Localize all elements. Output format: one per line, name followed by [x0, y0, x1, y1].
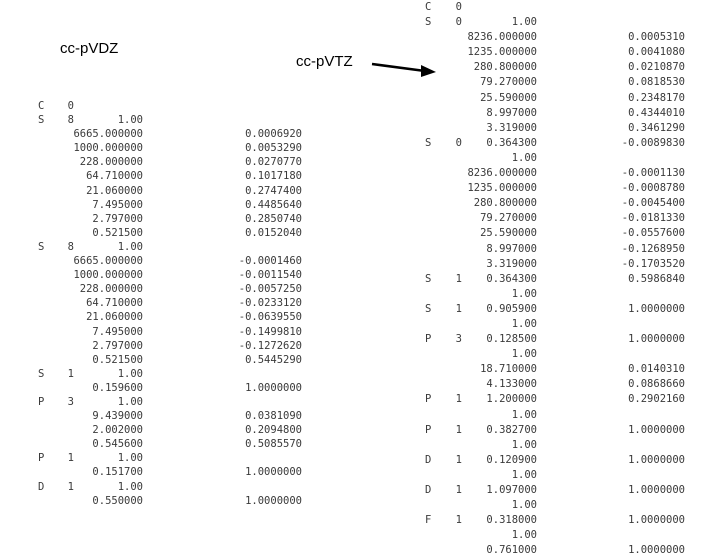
right-col-type-cell: S — [425, 272, 432, 285]
left-col-coefficient-cell: 0.0006920 — [245, 128, 302, 141]
right-col-coefficient-cell: 0.5986840 — [628, 272, 685, 285]
right-col-exponent-cell: 1235.000000 — [467, 46, 537, 59]
left-col-exponent-cell: 0.521500 — [92, 353, 143, 366]
right-col-exponent-cell: 25.590000 — [480, 227, 537, 240]
right-col-exponent-cell: 280.800000 — [473, 61, 537, 74]
left-col-exponent-cell: 2.797000 — [92, 339, 143, 352]
right-col-coefficient-cell: -0.1268950 — [621, 242, 685, 255]
left-col-exponent-cell: 64.710000 — [86, 297, 143, 310]
right-col-type-cell: P — [425, 423, 432, 436]
left-col-coefficient-cell — [222, 395, 302, 409]
right-col-coefficient-cell: -0.0181330 — [621, 212, 685, 225]
right-col-exponent-cell — [445, 0, 537, 15]
left-col-exponent — [50, 99, 143, 508]
left-col-count-cell: 8 — [67, 240, 74, 253]
right-col-exponent-cell: 0.905900 — [486, 302, 537, 315]
right-col-coefficient-cell — [607, 151, 685, 166]
left-col-exponent-cell: 1.00 — [117, 452, 143, 465]
left-col-exponent-cell: 7.495000 — [92, 198, 143, 211]
right-col-exponent-cell: 1.00 — [511, 317, 537, 330]
right-col-type-cell — [425, 211, 439, 226]
right-col-type-cell — [425, 60, 439, 75]
left-col-exponent-cell: 6665.000000 — [73, 128, 143, 141]
right-col-coefficient-cell: -0.1703520 — [621, 257, 685, 270]
right-col-count-cell: 0 — [455, 136, 462, 149]
right-col-type-cell — [425, 45, 439, 60]
left-col-coefficient-cell — [222, 99, 302, 113]
left-col-type-cell: P — [38, 452, 45, 465]
cc-pvdz-label: cc-pVDZ — [60, 40, 119, 57]
left-col-coefficient-cell: 0.5445290 — [245, 353, 302, 366]
right-col-exponent-cell: 1.00 — [511, 408, 537, 421]
left-col-coefficient-cell: 0.2850740 — [245, 212, 302, 225]
left-col-coefficient-cell: -0.0639550 — [238, 311, 302, 324]
right-col-coefficient-cell: 1.0000000 — [628, 544, 685, 557]
left-col-coefficient-cell — [222, 113, 302, 127]
right-col-exponent-cell: 3.319000 — [486, 121, 537, 134]
right-col-exponent-cell: 1.00 — [511, 468, 537, 481]
right-col-type-cell — [425, 106, 439, 121]
left-col-exponent-cell: 2.002000 — [92, 424, 143, 437]
right-col-coefficient-cell: 0.4344010 — [628, 106, 685, 119]
right-col-exponent-cell: 1.00 — [511, 529, 537, 542]
right-col-type-cell — [425, 166, 439, 181]
right-col-type-cell: S — [425, 136, 432, 149]
right-col-coefficient-cell: 1.0000000 — [628, 333, 685, 346]
left-col-count-cell: 1 — [67, 367, 74, 380]
right-col-type-cell — [425, 528, 439, 543]
left-col-coefficient-cell: -0.0011540 — [238, 269, 302, 282]
right-col-coefficient-cell: 0.3461290 — [628, 121, 685, 134]
right-col-coefficient-cell: 0.0140310 — [628, 363, 685, 376]
left-col-coefficient-cell: 0.5085570 — [245, 438, 302, 451]
left-col-exponent-cell: 1.00 — [117, 240, 143, 253]
right-col-coefficient-cell: 0.0041080 — [628, 46, 685, 59]
left-col-coefficient-cell: -0.1272620 — [238, 339, 302, 352]
left-col-exponent-cell: 0.545600 — [92, 438, 143, 451]
right-col-type-cell — [425, 438, 439, 453]
right-col-exponent-cell: 0.382700 — [486, 423, 537, 436]
left-col-exponent-cell: 228.000000 — [79, 283, 143, 296]
left-col-type-cell: D — [38, 480, 45, 493]
right-col-type-cell — [425, 498, 439, 513]
right-col-exponent-cell: 0.364300 — [486, 272, 537, 285]
right-col-type-cell — [425, 151, 439, 166]
right-col-coefficient-cell — [607, 498, 685, 513]
right-col-type-cell — [425, 181, 439, 196]
right-col-type-cell: P — [425, 333, 432, 346]
right-col-coefficient-cell — [607, 15, 685, 30]
right-col-type-cell — [425, 121, 439, 136]
right-col-coefficient-cell: 0.0005310 — [628, 31, 685, 44]
right-col-exponent-cell: 0.364300 — [486, 136, 537, 149]
right-col-type — [425, 0, 439, 543]
left-col-coefficient-cell: 0.0053290 — [245, 142, 302, 155]
right-col-type-cell: D — [425, 484, 432, 496]
left-col-exponent-cell: 1000.000000 — [73, 142, 143, 155]
left-col-coefficient-cell: -0.0057250 — [238, 283, 302, 296]
right-col-coefficient-cell: 1.0000000 — [628, 453, 685, 466]
left-col-exponent-cell: 1.00 — [117, 395, 143, 408]
right-col-coefficient-cell — [607, 528, 685, 543]
right-col-type-cell — [425, 362, 439, 377]
right-col-exponent-cell: 0.128500 — [486, 333, 537, 346]
left-col-coefficient-cell: 0.2747400 — [245, 184, 302, 197]
right-col-count-cell: 0 — [455, 1, 462, 13]
left-col-exponent-cell: 0.550000 — [92, 494, 143, 507]
left-col-coefficient-cell: -0.1499810 — [238, 325, 302, 338]
left-col-exponent-cell: 7.495000 — [92, 325, 143, 338]
left-col-type-cell: C — [38, 100, 45, 112]
right-col-type-cell — [425, 377, 439, 392]
left-col-coefficient-cell: 0.4485640 — [245, 198, 302, 211]
left-col-exponent-cell: 1.00 — [117, 367, 143, 380]
right-col-exponent-cell: 1.00 — [511, 151, 537, 164]
right-col-coefficient-cell — [607, 468, 685, 483]
right-col-type-cell: D — [425, 453, 432, 466]
right-col-count-cell: 1 — [455, 453, 462, 466]
right-col-type-cell — [425, 242, 439, 257]
left-col-coefficient — [222, 99, 302, 508]
right-col-exponent-cell: 1.00 — [511, 499, 537, 512]
right-col-count-cell: 1 — [455, 514, 462, 527]
right-col-count-cell: 1 — [455, 393, 462, 406]
right-col-exponent-cell: 79.270000 — [480, 76, 537, 89]
left-col-type-cell: S — [38, 114, 45, 127]
right-col-coefficient-cell — [607, 287, 685, 302]
right-col-type-cell: C — [425, 1, 432, 13]
right-col-exponent-cell: 1.200000 — [486, 393, 537, 406]
left-col-coefficient-cell: 0.0152040 — [245, 226, 302, 239]
left-col-coefficient-cell: -0.0001460 — [238, 255, 302, 268]
right-col-coefficient-cell — [607, 0, 685, 15]
right-col-count-cell: 1 — [455, 423, 462, 436]
left-col-exponent-cell: 228.000000 — [79, 156, 143, 169]
right-col-type-cell — [425, 317, 439, 332]
right-col-exponent-cell: 1.00 — [511, 16, 537, 29]
right-col-type-cell — [425, 287, 439, 302]
right-col-exponent-cell: 1.00 — [511, 348, 537, 361]
left-col-exponent-cell: 9.439000 — [92, 410, 143, 423]
right-col-coefficient-cell: 1.0000000 — [628, 302, 685, 315]
right-col-exponent-cell: 18.710000 — [480, 363, 537, 376]
left-col-exponent-cell — [50, 99, 143, 113]
right-col-exponent-cell: 8236.000000 — [467, 31, 537, 44]
right-col-type-cell: F — [425, 514, 432, 527]
right-col-coefficient-cell: 0.2348170 — [628, 91, 685, 104]
left-col-coefficient-cell — [222, 451, 302, 465]
left-col-count-cell: 3 — [67, 395, 74, 408]
right-col-coefficient-cell: 1.0000000 — [628, 514, 685, 527]
left-col-exponent-cell: 1.00 — [117, 480, 143, 493]
right-col-type-cell — [425, 30, 439, 45]
right-col-exponent-cell: 25.590000 — [480, 91, 537, 104]
right-col-coefficient-cell: -0.0001130 — [621, 167, 685, 180]
left-col-exponent-cell: 6665.000000 — [73, 255, 143, 268]
right-col-exponent-cell: 8.997000 — [486, 242, 537, 255]
left-col-exponent-cell: 0.151700 — [92, 466, 143, 479]
right-col-type-cell: P — [425, 393, 432, 406]
right-col-coefficient-cell — [607, 408, 685, 423]
right-col-coefficient-cell — [607, 438, 685, 453]
right-col-coefficient-cell: 1.0000000 — [628, 484, 685, 496]
right-col-type-cell: S — [425, 16, 432, 29]
left-col-exponent-cell: 0.521500 — [92, 226, 143, 239]
right-col-coefficient-cell: -0.0045400 — [621, 197, 685, 210]
left-col-coefficient-cell — [222, 480, 302, 494]
right-col-count-cell: 3 — [455, 333, 462, 346]
right-col-exponent-cell: 1.00 — [511, 438, 537, 451]
left-col-count-cell: 8 — [67, 114, 74, 127]
right-col-type-cell — [425, 75, 439, 90]
left-col-exponent-cell: 21.060000 — [86, 311, 143, 324]
right-col-count-cell: 1 — [455, 484, 462, 496]
left-col-coefficient-cell: 0.0270770 — [245, 156, 302, 169]
right-col-coefficient-cell: -0.0089830 — [621, 136, 685, 149]
right-col-type-cell — [425, 196, 439, 211]
right-col-coefficient-cell — [607, 317, 685, 332]
left-col-exponent-cell: 0.159600 — [92, 381, 143, 394]
right-col-count-cell: 0 — [455, 16, 462, 29]
right-col-coefficient — [607, 0, 685, 558]
left-col-exponent-cell: 64.710000 — [86, 170, 143, 183]
right-col-exponent-cell: 0.761000 — [486, 544, 537, 557]
left-col-count-cell: 1 — [67, 452, 74, 465]
right-col-exponent-cell: 1.00 — [511, 287, 537, 300]
right-col-type-cell — [425, 226, 439, 241]
left-col-exponent-cell: 1000.000000 — [73, 269, 143, 282]
right-col-coefficient-cell: 0.2902160 — [628, 393, 685, 406]
left-col-coefficient-cell: -0.0233120 — [238, 297, 302, 310]
right-col-coefficient-cell: -0.0008780 — [621, 182, 685, 195]
left-col-coefficient-cell — [222, 367, 302, 381]
right-col-exponent-cell: 280.800000 — [473, 197, 537, 210]
right-col-coefficient-cell: -0.0557600 — [621, 227, 685, 240]
right-col-coefficient-cell: 0.0868660 — [628, 378, 685, 391]
right-col-exponent-cell: 79.270000 — [480, 212, 537, 225]
right-col-type-cell — [425, 91, 439, 106]
right-col-coefficient-cell: 1.0000000 — [628, 423, 685, 436]
left-col-type-cell: S — [38, 367, 45, 380]
left-col-type-cell: P — [38, 395, 45, 408]
right-col-exponent-cell: 8236.000000 — [467, 167, 537, 180]
right-col-type-cell — [425, 347, 439, 362]
left-col-coefficient-cell: 0.0381090 — [245, 410, 302, 423]
right-col-exponent-cell: 8.997000 — [486, 106, 537, 119]
right-col-coefficient-cell: 0.0210870 — [628, 61, 685, 74]
left-col-coefficient-cell: 1.0000000 — [245, 466, 302, 479]
right-col-type-cell — [425, 468, 439, 483]
left-col-exponent-cell: 21.060000 — [86, 184, 143, 197]
right-col-coefficient-cell: 0.0818530 — [628, 76, 685, 89]
right-col-exponent-cell: 1235.000000 — [467, 182, 537, 195]
right-col-exponent-cell: 3.319000 — [486, 257, 537, 270]
left-col-coefficient-cell: 0.1017180 — [245, 170, 302, 183]
right-col-count-cell: 1 — [455, 272, 462, 285]
cc-pvtz-label: cc-pVTZ — [296, 53, 353, 70]
right-col-count-cell: 1 — [455, 302, 462, 315]
left-col-coefficient-cell — [222, 240, 302, 254]
right-col-exponent — [445, 0, 537, 558]
right-col-type-cell — [425, 257, 439, 272]
right-col-type-cell — [425, 408, 439, 423]
right-col-exponent-cell: 4.133000 — [486, 378, 537, 391]
left-col-count-cell: 0 — [67, 100, 74, 112]
left-col-type-cell: S — [38, 240, 45, 253]
left-col-coefficient-cell: 1.0000000 — [245, 381, 302, 394]
right-col-exponent-cell: 0.318000 — [486, 514, 537, 527]
right-col-coefficient-cell — [607, 347, 685, 362]
left-col-coefficient-cell: 1.0000000 — [245, 494, 302, 507]
left-col-exponent-cell: 1.00 — [117, 114, 143, 127]
right-col-type-cell: S — [425, 302, 432, 315]
right-col-exponent-cell: 0.120900 — [486, 453, 537, 466]
left-col-exponent-cell: 2.797000 — [92, 212, 143, 225]
left-col-coefficient-cell: 0.2094800 — [245, 424, 302, 437]
right-col-exponent-cell: 1.097000 — [486, 484, 537, 496]
left-col-count-cell: 1 — [67, 480, 74, 493]
